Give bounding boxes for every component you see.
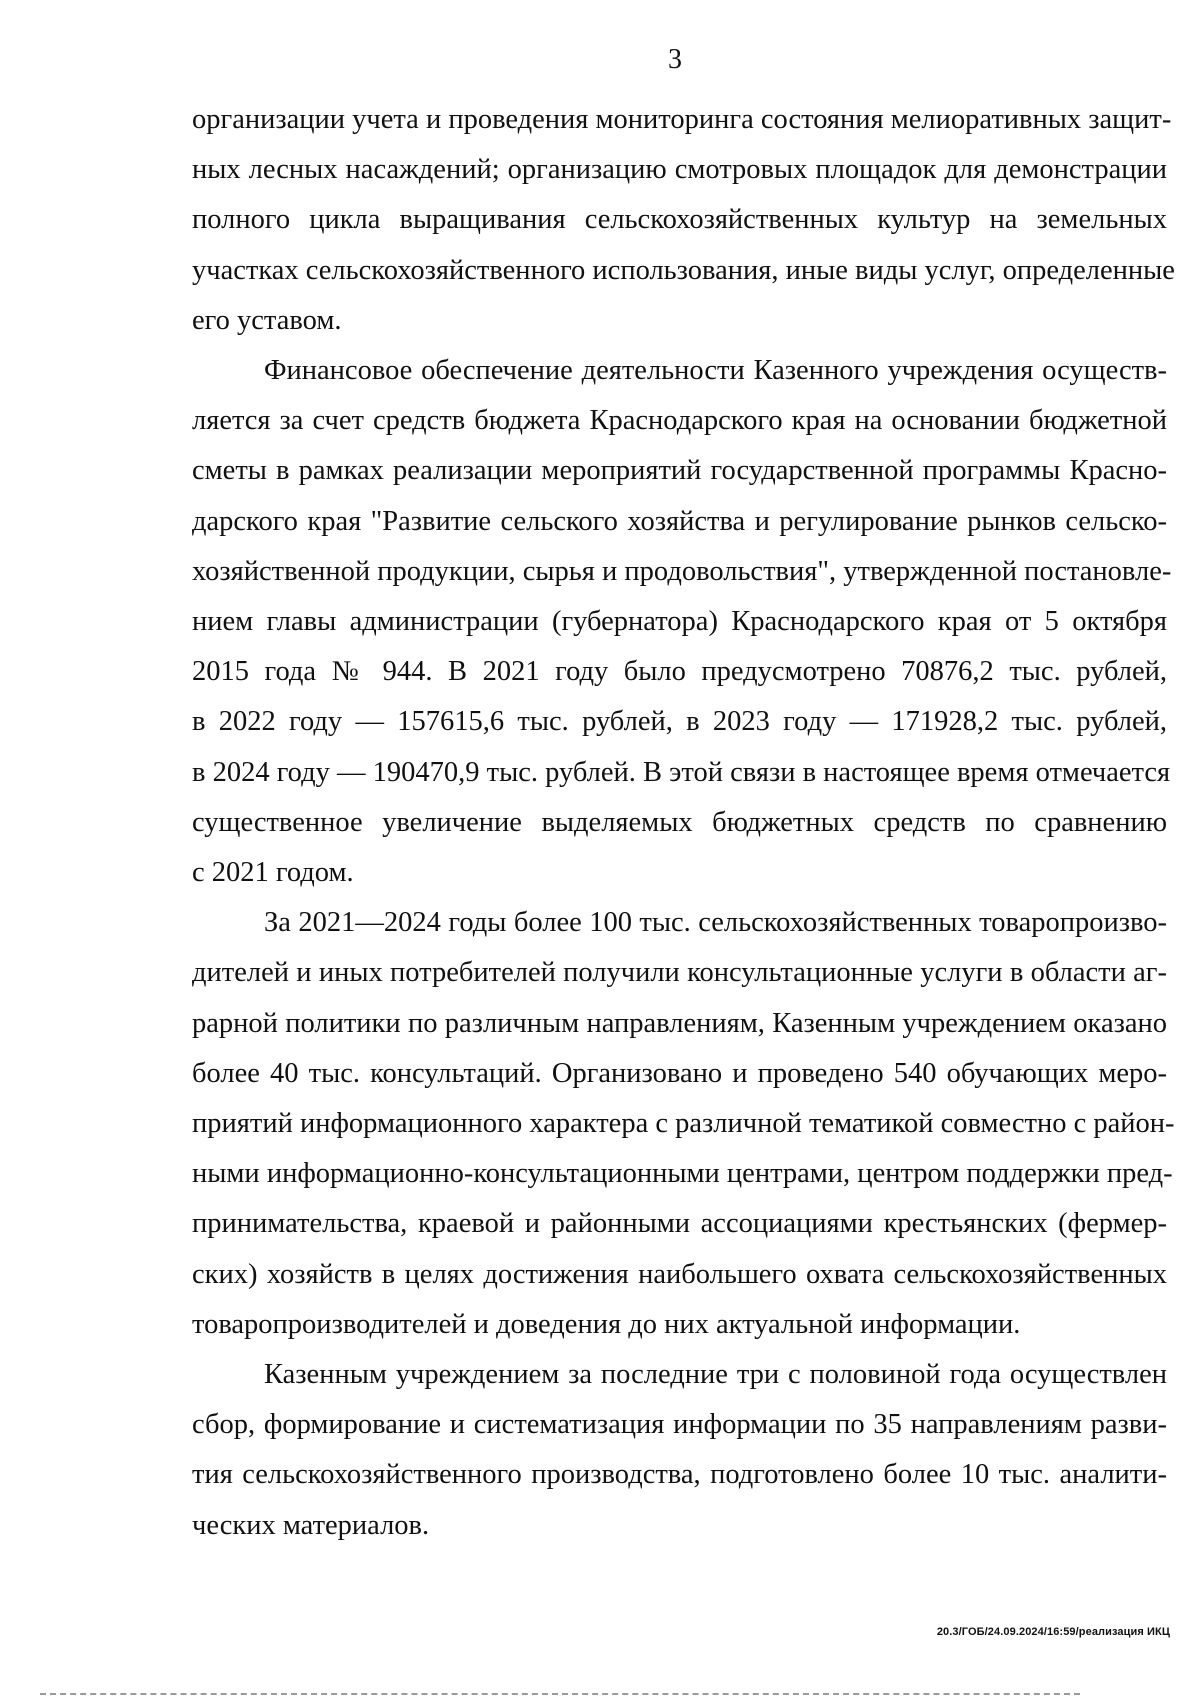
paragraph	[192, 898, 1175, 1350]
text-line: товаропроизводителей и доведения до них актуальной информации.	[192, 1308, 1021, 1340]
text-line: его уставом.	[192, 304, 342, 336]
text-line: 2015 года № 944. В 2021 году было предусмотрено 70876,2 тыс. рублей,	[192, 656, 1167, 688]
text-line: в 2024 году — 190470,9 тыс. рублей. В этой связи в настоящее время отмечается	[192, 756, 1171, 788]
text-line: тия сельскохозяйственного производства, подготовлено более 10 тыс. аналити-	[192, 1459, 1167, 1491]
text-line: существенное увеличение выделяемых бюджетных средств по сравнению	[192, 806, 1167, 838]
text-line: приятий информационного характера с различной тематикой совместно с район-	[192, 1108, 1175, 1140]
scan-edge-divider	[40, 1693, 1080, 1695]
text-line: хозяйственной продукции, сырья и продовольствия", утвержденной постановле-	[192, 555, 1172, 587]
paragraph	[192, 346, 1172, 898]
document-registration-code: 20.3/ГОБ/24.09.2024/16:59/реализация ИКЦ	[936, 1626, 1170, 1638]
page-number: 3	[668, 44, 682, 75]
text-line: ляется за счет средств бюджета Краснодарского края на основании бюджетной	[192, 405, 1167, 437]
text-line: с 2021 годом.	[192, 857, 354, 889]
text-line: Финансовое обеспечение деятельности Казенного учреждения осуществ-	[264, 355, 1167, 387]
text-line: ных лесных насаждений; организацию смотровых площадок для демонстрации	[192, 154, 1167, 186]
text-line: нием главы администрации (губернатора) Краснодарского края от 5 октября	[192, 606, 1167, 638]
text-line: ными информационно-консультационными центрами, центром поддержки пред-	[192, 1158, 1173, 1190]
paragraph	[192, 1350, 1167, 1551]
text-line: рарной политики по различным направлениям, Казенным учреждением оказано	[192, 1007, 1167, 1039]
text-line: более 40 тыс. консультаций. Организовано и проведено 540 обучающих меро-	[192, 1057, 1167, 1089]
text-line: ских) хозяйств в целях достижения наибольшего охвата сельскохозяйственных	[192, 1258, 1167, 1290]
text-line: сбор, формирование и систематизация информации по 35 направлениям разви-	[192, 1409, 1167, 1441]
text-line: участках сельскохозяйственного использования, иные виды услуг, определенные	[192, 254, 1175, 286]
text-line: ческих материалов.	[192, 1509, 430, 1541]
text-line: принимательства, краевой и районными ассоциациями крестьянских (фермер-	[192, 1208, 1167, 1240]
text-line: полного цикла выращивания сельскохозяйственных культур на земельных	[192, 204, 1167, 236]
text-line: в 2022 году — 157615,6 тыс. рублей, в 2023 году — 171928,2 тыс. рублей,	[192, 706, 1167, 738]
document-body	[192, 95, 1175, 1551]
text-line: Казенным учреждением за последние три с половиной года осуществлен	[264, 1359, 1167, 1391]
text-line: За 2021—2024 годы более 100 тыс. сельскохозяйственных товаропроизво-	[264, 907, 1167, 939]
text-line: дарского края "Развитие сельского хозяйства и регулирование рынков сельско-	[192, 505, 1167, 537]
paragraph	[192, 95, 1175, 346]
text-line: организации учета и проведения мониторинга состояния мелиоративных защит-	[192, 104, 1172, 135]
text-line: дителей и иных потребителей получили консультационные услуги в области аг-	[192, 957, 1167, 989]
text-line: сметы в рамках реализации мероприятий государственной программы Красно-	[192, 455, 1167, 487]
